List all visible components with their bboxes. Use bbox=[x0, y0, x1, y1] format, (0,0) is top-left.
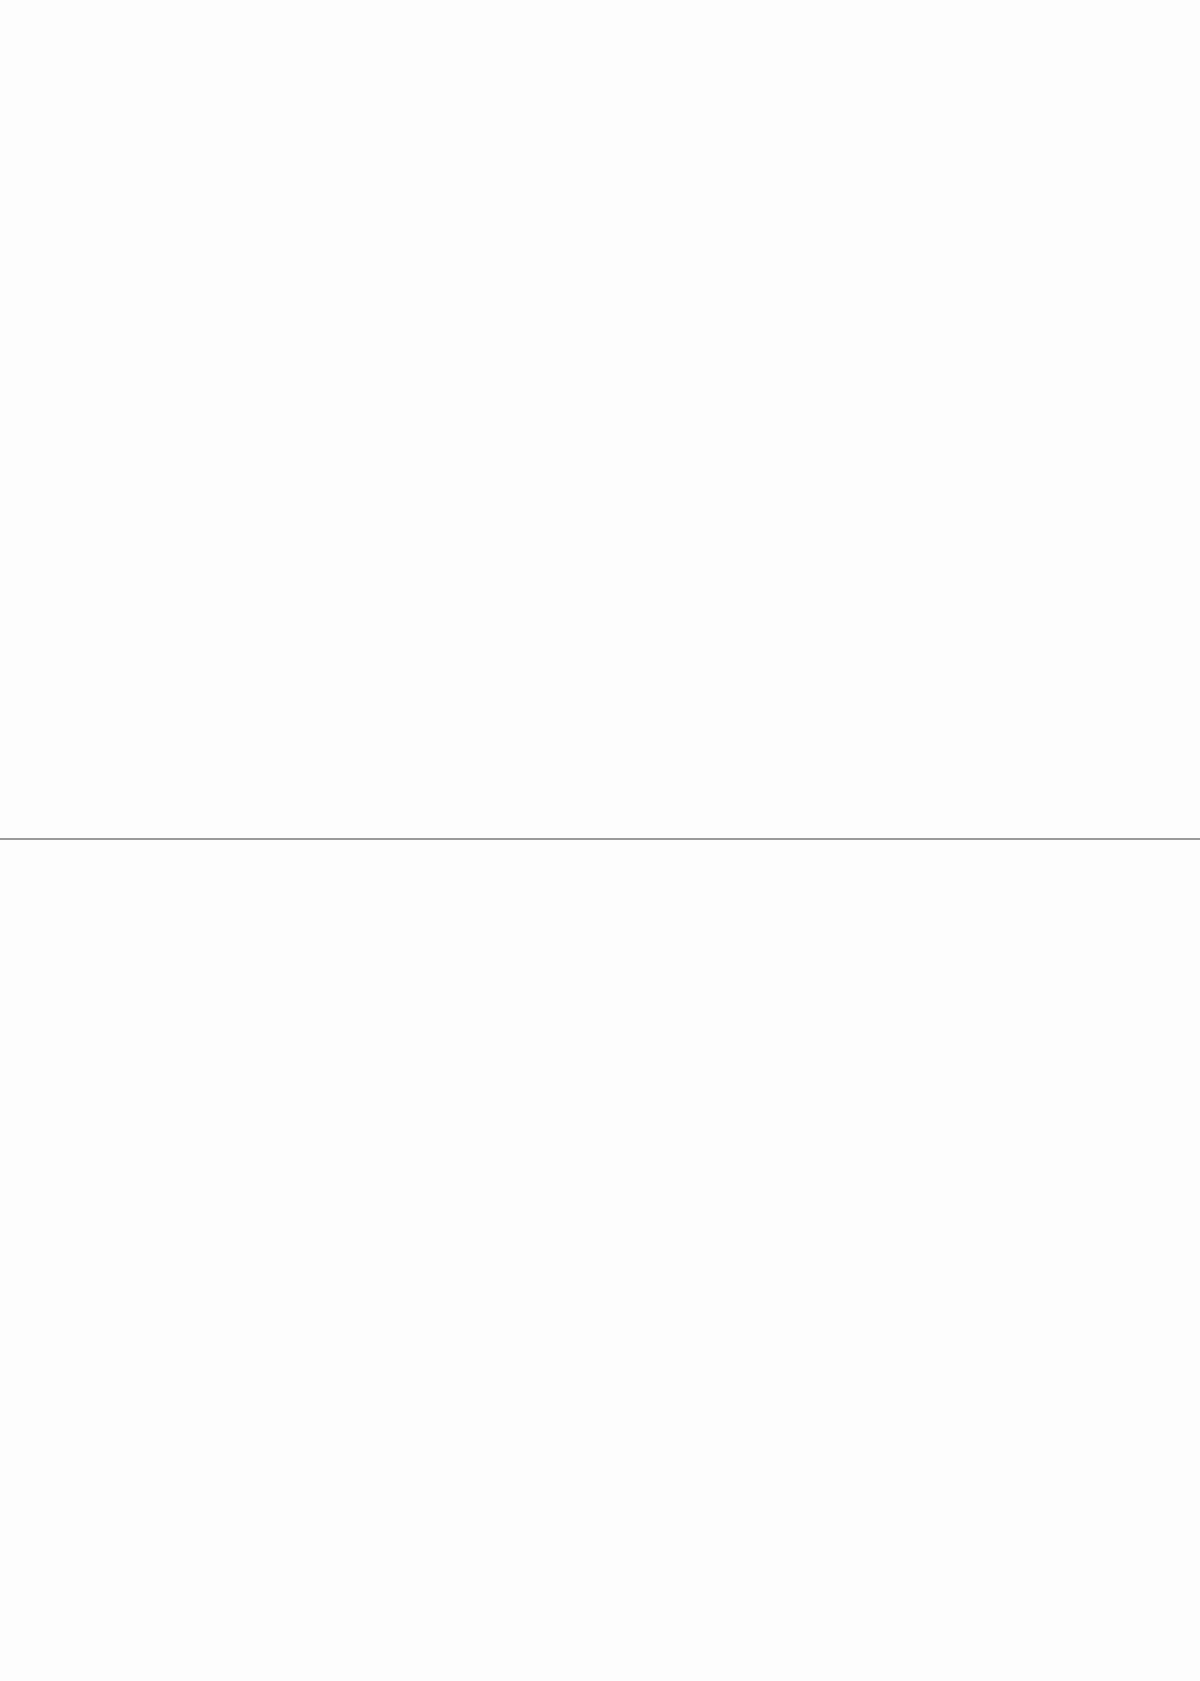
upside-down-section bbox=[0, 0, 1200, 838]
directory-columns bbox=[0, 840, 1200, 1681]
